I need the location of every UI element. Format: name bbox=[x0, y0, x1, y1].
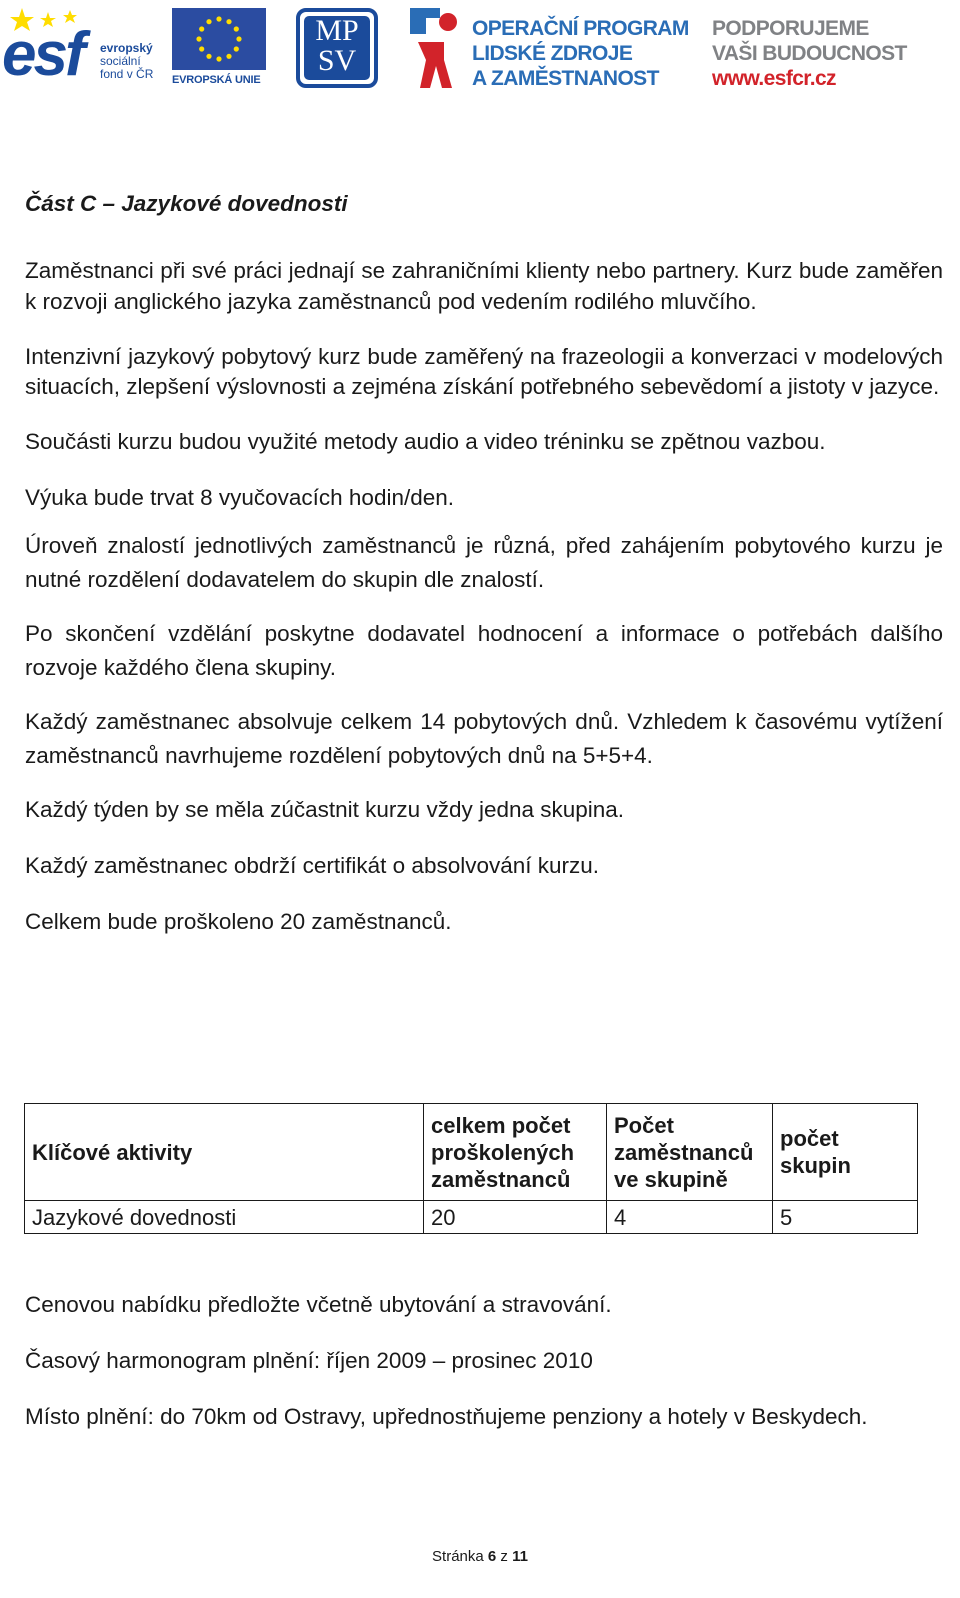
paragraph: Úroveň znalostí jednotlivých zaměstnanců je různá, před zahájením pobytového kurzu je nutné rozdělení dodavatelem do skupin dle znalostí. bbox=[25, 533, 943, 592]
table-row bbox=[25, 1201, 918, 1234]
section-heading: Část C – Jazykové dovednosti bbox=[25, 191, 348, 216]
table-header-cell: Klíčové aktivity bbox=[25, 1104, 424, 1201]
table-header-row bbox=[25, 1104, 918, 1201]
mpsv-line: SV bbox=[317, 44, 357, 77]
program-title bbox=[472, 16, 692, 91]
program-title-line: A ZAMĚSTNANOST bbox=[472, 67, 659, 90]
page-total: 11 bbox=[512, 1548, 528, 1565]
paragraph: Každý zaměstnanec obdrží certifikát o absolvování kurzu. bbox=[25, 853, 600, 878]
program-person-icon bbox=[408, 6, 462, 90]
mpsv-logo bbox=[296, 8, 378, 88]
esf-caption-line: fond v ČR bbox=[100, 67, 154, 81]
paragraph: Každý týden by se měla zúčastnit kurzu vždy jedna skupina. bbox=[25, 797, 625, 822]
esf-caption-line: sociální bbox=[100, 54, 141, 68]
table-cell: 5 bbox=[773, 1201, 918, 1234]
program-title-line: LIDSKÉ ZDROJE bbox=[472, 42, 633, 65]
eu-logo bbox=[172, 8, 266, 92]
paragraph: Součásti kurzu budou využité metody audio a video tréninku se zpětnou vazbou. bbox=[25, 429, 826, 454]
table-cell: 4 bbox=[607, 1201, 773, 1234]
eu-caption: EVROPSKÁ UNIE bbox=[172, 74, 261, 86]
support-slogan bbox=[712, 16, 952, 91]
paragraph: Místo plnění: do 70km od Ostravy, upřednostňujeme penziony a hotely v Beskydech. bbox=[25, 1404, 868, 1429]
paragraph: Časový harmonogram plnění: říjen 2009 – prosinec 2010 bbox=[25, 1348, 593, 1373]
document-body bbox=[25, 188, 943, 964]
program-title-line: OPERAČNÍ PROGRAM bbox=[472, 17, 689, 40]
paragraph: Intenzivní jazykový pobytový kurz bude zaměřený na frazeologii a konverzaci v modelových situacích, zlepšení výslovnosti a zejména získání potřebného sebevědomí a jistoty v jazyce. bbox=[25, 344, 943, 399]
mpsv-mark bbox=[304, 16, 370, 80]
paragraph: Cenovou nabídku předložte včetně ubytování a stravování. bbox=[25, 1292, 612, 1317]
mpsv-line: MP bbox=[315, 14, 359, 47]
eu-flag-icon bbox=[172, 8, 266, 70]
page-word: Stránka bbox=[432, 1548, 484, 1565]
activities-table bbox=[24, 1103, 918, 1234]
esf-logo bbox=[2, 6, 162, 90]
paragraph: Výuka bude trvat 8 vyučovacích hodin/den. bbox=[25, 485, 455, 510]
paragraph: Zaměstnanci při své práci jednají se zahraničními klienty nebo partnery. Kurz bude zaměřen k rozvoji anglického jazyka zaměstnanců pod vedením rodilého mluvčího. bbox=[25, 258, 943, 314]
paragraph: Po skončení vzdělání poskytne dodavatel hodnocení a informace o potřebách dalšího rozvoje každého člena skupiny. bbox=[25, 621, 943, 680]
esf-website-link[interactable]: www.esfcr.cz bbox=[712, 67, 836, 90]
support-slogan-line: PODPORUJEME bbox=[712, 17, 869, 40]
support-slogan-line: VAŠI BUDOUCNOST bbox=[712, 42, 907, 65]
table-cell: 20 bbox=[424, 1201, 607, 1234]
paragraph: Celkem bude proškoleno 20 zaměstnanců. bbox=[25, 909, 452, 934]
esf-wordmark: esf bbox=[2, 20, 83, 89]
table-cell: Jazykové dovednosti bbox=[25, 1201, 424, 1234]
eu-stars-icon bbox=[172, 8, 266, 70]
table-header-cell: Počet zaměstnanců ve skupině bbox=[607, 1104, 773, 1201]
esf-caption bbox=[100, 42, 153, 81]
page-footer bbox=[0, 1548, 960, 1565]
esf-caption-line: evropský bbox=[100, 41, 153, 55]
paragraph: Každý zaměstnanec absolvuje celkem 14 pobytových dnů. Vzhledem k časovému vytížení zaměstnanců navrhujeme rozdělení pobytových dnů na 5+5+4. bbox=[25, 709, 943, 768]
of-word: z bbox=[500, 1548, 508, 1565]
page-header bbox=[0, 0, 960, 100]
table-header-cell: celkem počet proškolených zaměstnanců bbox=[424, 1104, 607, 1201]
page-number: 6 bbox=[487, 1548, 497, 1565]
document-closing bbox=[25, 1288, 943, 1456]
table-header-cell: počet skupin bbox=[773, 1104, 918, 1201]
